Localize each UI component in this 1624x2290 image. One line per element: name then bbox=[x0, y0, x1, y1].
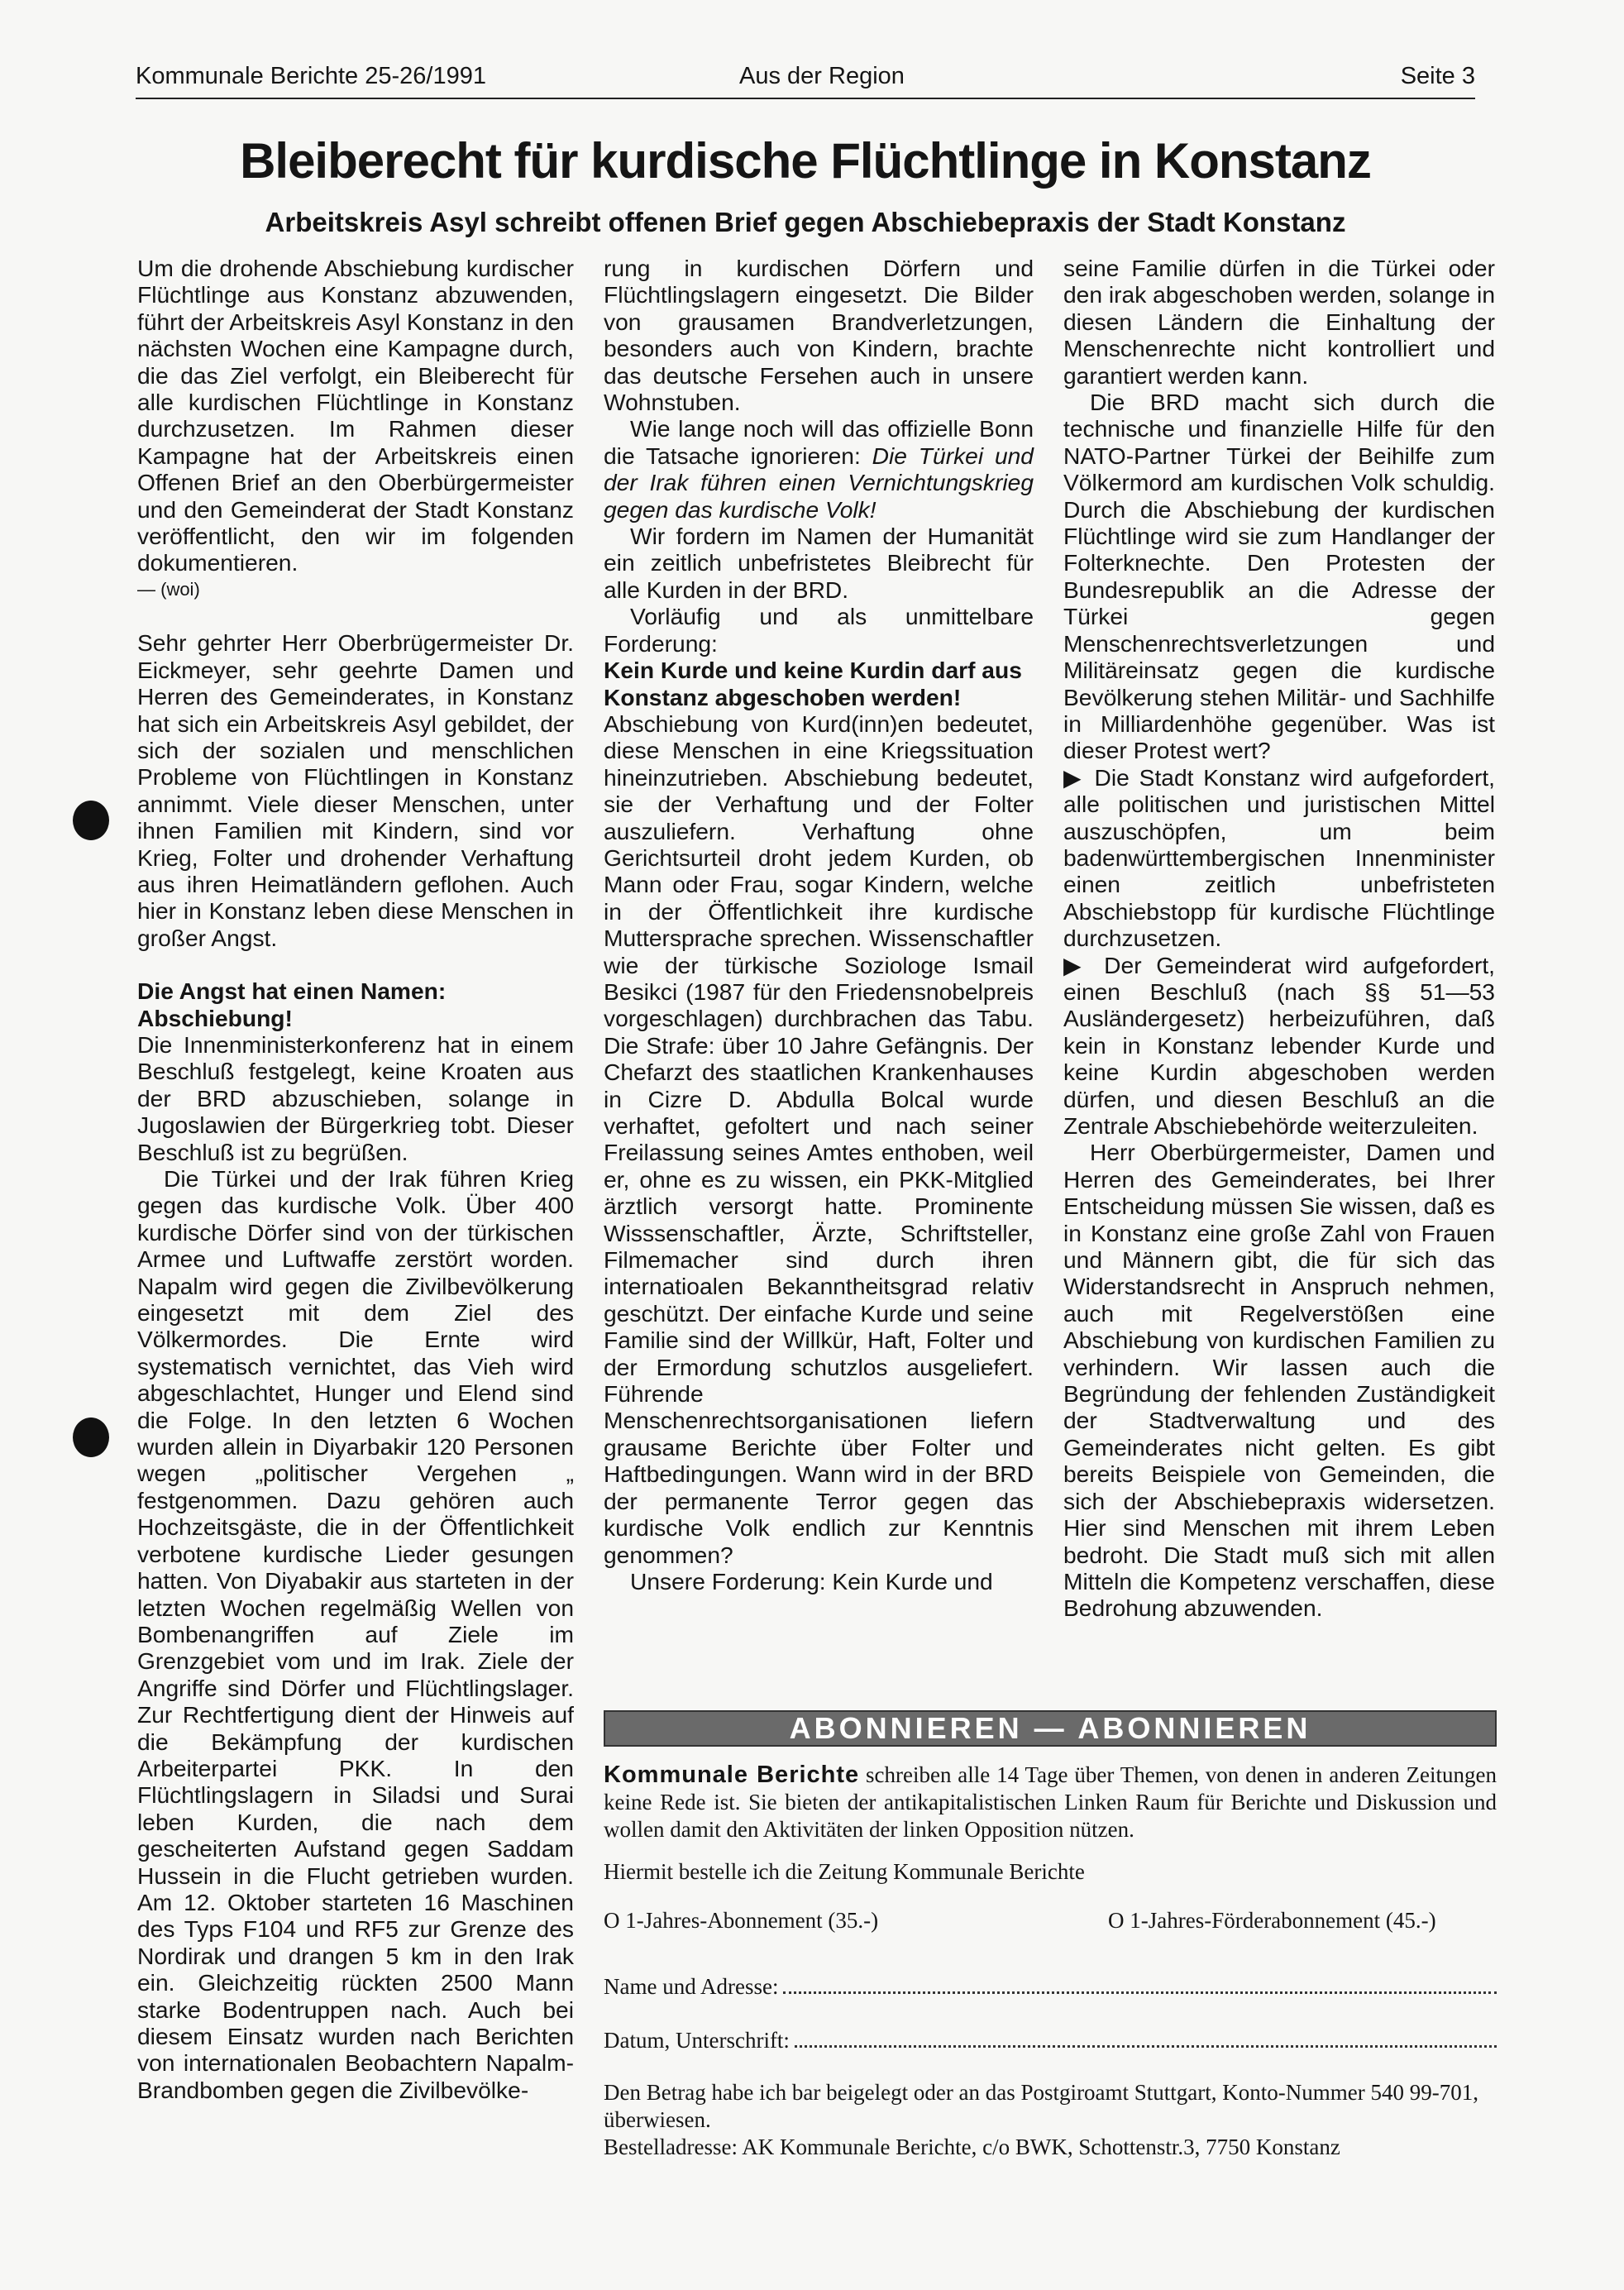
article-column-1 bbox=[137, 255, 574, 2103]
body-paragraph bbox=[604, 415, 1034, 523]
body-paragraph: Die BRD macht sich durch die technische und finanzielle Hilfe für den NATO-Partner Türkei der Beihilfe zum Völkermord am kurdischen Volk schuldig. Durch die Abschiebung der kurdischen Flüchtlinge wird sie zum Handlanger der Folterknechte. Den Protesten der Bundesrepublik an die Adresse der Türkei gegen Menschenrechtsverletzungen und Militäreinsatz gegen die kurdische Bevölkerung stehen Militär- und Sachhilfe in Milliardenhöhe gegenüber. Was ist dieser Protest wert? bbox=[1063, 389, 1495, 764]
letter-paragraph: Sehr gehrter Herr Oberbrügermeister Dr. Eickmeyer, sehr geehrte Damen und Herren des Gemeinderates, in Konstanz hat sich ein Arbeitskreis Asyl gebildet, der sich der sozialen und menschlichen Probleme von Flüchtlingen in Konstanz annimmt. Viele dieser Menschen, unter ihnen Familien mit Kindern, sind vor Krieg, Folter und drohender Verhaftung aus ihren Heimatländern geflohen. Auch hier in Konstanz leben diese Menschen in großer Angst. bbox=[137, 629, 574, 951]
body-paragraph: seine Familie dürfen in die Türkei oder den irak abgeschoben werden, solange in diesen Ländern die Einhaltung der Menschenrechte nicht kontrolliert und garantiert werden kann. bbox=[1063, 255, 1495, 389]
punch-hole bbox=[73, 801, 109, 840]
body-paragraph: Unsere Forderung: Kein Kurde und bbox=[630, 1567, 993, 1594]
body-paragraph: Abschiebung von Kurd(inn)en bedeutet, diese Menschen in eine Kriegssituation hineinzutrieben. Abschiebung bedeutet, sie der Verhaftung und der Folter auszuliefern. Verhaftung ohne Gerichtsurteil droht jedem Kurden, ob Mann oder Frau, sogar Kindern, welche in der Öffentlichkeit ihre kurdische Muttersprache sprechen. Wissenschaftler wie der türkische Soziologe Ismail Besikci (1987 für den Friedensnobelpreis vorgeschlagen) durchbrachen das Tabu. Die Strafe: über 10 Jahre Gefängnis. Der Chefarzt des staatlichen Krankenhauses in Cizre D. Abdulla Bolcal wurde verhaftet, gefoltert und nach seiner Freilassung seines Amtes enthoben, weil er, ohne es zu wissen, ein PKK-Mitglied ärztlich versorgt hatte. Prominente Wisssenschaftler, Ärzte, Schriftsteller, Filmemacher sind durch ihren internatioalen Bekanntheitsgrad relativ geschützt. Der einfache Kurde und seine Familie sind der Willkür, Haft, Folter und der Ermordung schutzlos ausgeliefert. Führende Menschenrechtsorganisationen liefern grausame Berichte über Folter und Haftbedingungen. Wann wird in der BRD der permanente Terror gegen das kurdische Volk endlich zur Kenntnis genommen? bbox=[604, 710, 1034, 1568]
publication-issue: Kommunale Berichte 25-26/1991 bbox=[136, 63, 486, 89]
article-column-2 bbox=[604, 255, 1034, 1594]
bullet-text: Der Gemeinderat wird aufgefordert, einen Beschluß (nach §§ 51—53 Ausländergesetz) herbeizuführen, daß kein in Konstanz lebender Kurde und keine Kurdin abgeschoben werden dürfen, und diesen Beschluß an die Zentrale Abschiebehörde weiterzuleiten. bbox=[1063, 951, 1495, 1139]
name-address-line[interactable] bbox=[783, 1973, 1497, 1994]
paragraph-text: Wie lange noch will das offizielle Bonn die Tatsache ignorieren: bbox=[604, 415, 1034, 469]
subscription-intro bbox=[604, 1762, 1497, 1843]
order-address: Bestelladresse: AK Kommunale Berichte, c/o BWK, Schottenstr.3, 7750 Konstanz bbox=[604, 2135, 1340, 2159]
author-signature: — (woi) bbox=[137, 578, 200, 600]
triangle-bullet-icon: ▶ bbox=[1063, 951, 1105, 978]
date-signature-line[interactable] bbox=[795, 2027, 1497, 2048]
brand-name: Kommunale Berichte bbox=[604, 1762, 860, 1788]
option-supporter-subscription[interactable]: O 1-Jahres-Förderabonnement (45.-) bbox=[1108, 1908, 1436, 1933]
demand-bullet bbox=[1063, 952, 1495, 1140]
body-paragraph: Die Innenministerkonferenz hat in einem Beschluß festgelegt, keine Kroaten aus der BRD abzuschieben, solange in Jugoslawien der Bürgerkrieg tobt. Dieser Beschluß ist zu begrüßen. bbox=[137, 1030, 574, 1165]
article-title: Bleiberecht für kurdische Flüchtlinge in Konstanz bbox=[240, 133, 1371, 189]
section-name: Aus der Region bbox=[739, 63, 905, 89]
body-paragraph: Die Türkei und der Irak führen Krieg gegen das kurdische Volk. Über 400 kurdische Dörfer sind von der türkischen Armee und Luftwaffe zerstört worden. Napalm wird gegen die Zivilbevölkerung eingesetzt mit dem Ziel des Völkermordes. Die Ernte wird systematisch vernichtet, das Vieh wird abgeschlachtet, Hunger und Elend sind die Folge. In den letzten 6 Wochen wurden allein in Diyarbakir 120 Personen wegen „politischer Vergehen „ festgenommen. Dazu gehören auch Hochzeitsgäste, die in der Öffentlichkeit verbotene kurdische Lieder gesungen hatten. Von Diyabakir aus starteten in der letzten Wochen regelmäßig Wellen von Bombenangriffen auf Ziele im Grenzgebiet vom und im Irak. Ziele der Angriffe sind Dörfer und Flüchtlingslager. Zur Rechtfertigung dient der Hinweis auf die Bekämpfung der kurdischen Arbeiterpartei PKK. In den Flüchtlingslagern in Siladsi und Surai leben Kurden, die nach dem gescheiterten Aufstand gegen Saddam Hussein in die Flucht getrieben wurden. Am 12. Oktober starteten 16 Maschinen des Typs F104 und RF5 zur Grenze des Nordirak und drangen 5 km in den Irak ein. Gleichzeitig rückten 2500 Mann starke Bodentruppen nach. Auch bei diesem Einsatz wurden nach Berichten von internationalen Beobachtern Napalm-Brandbomben gegen die Zivilbevölke- bbox=[137, 1165, 574, 2103]
punch-hole bbox=[73, 1418, 109, 1457]
page-header bbox=[136, 58, 1475, 99]
triangle-bullet-icon: ▶ bbox=[1063, 763, 1095, 791]
body-paragraph: rung in kurdischen Dörfern und Flüchtlingslagern eingesetzt. Die Bilder von grausamen Brandverletzungen, besonders auch von Kindern, brachte das deutsche Fersehen auch in unsere Wohnstuben. bbox=[604, 255, 1034, 416]
date-signature-field[interactable] bbox=[604, 2027, 1497, 2054]
option-standard-subscription[interactable]: O 1-Jahres-Abonnement (35.-) bbox=[604, 1908, 879, 1933]
article-column-3 bbox=[1063, 255, 1495, 1622]
name-address-field[interactable] bbox=[604, 1973, 1497, 2001]
demand-heading: Kein Kurde und keine Kurdin darf aus Konstanz abgeschoben werden! bbox=[604, 657, 1022, 710]
subscribe-banner: ABONNIEREN — ABONNIEREN bbox=[604, 1710, 1497, 1747]
body-paragraph: Wir fordern im Namen der Humanität ein zeitlich unbefristetes Bleibrecht für alle Kurden in der BRD. bbox=[604, 523, 1034, 603]
name-address-label: Name und Adresse: bbox=[604, 1974, 779, 1999]
section-heading: Die Angst hat einen Namen: Abschiebung! bbox=[137, 978, 447, 1031]
bullet-text: Die Stadt Konstanz wird aufgefordert, alle politischen und juristischen Mittel auszuschöpfen, um beim badenwürttembergischen Innenminister einen zeitlich unbefristeten Abschiebstopp für kurdische Flüchtlinge durchzusetzen. bbox=[1063, 763, 1495, 952]
subscription-form bbox=[604, 1710, 1497, 2161]
article-subtitle: Arbeitskreis Asyl schreibt offenen Brief gegen Abschiebepraxis der Stadt Konstanz bbox=[265, 207, 1346, 237]
body-paragraph: Herr Oberbürgermeister, Damen und Herren des Gemeinderates, bei Ihrer Entscheidung müssen Sie wissen, daß es in Konstanz eine große Zahl von Frauen und Männern gibt, die für sich das Widerstandsrecht in Anspruch nehmen, auch mit Regelverstößen eine Abschiebung von kurdischen Familien zu verhindern. Wir lassen auch die Begründung der fehlenden Zuständigkeit der Stadtverwaltung und des Gemeinderates nicht gelten. Es gibt bereits Beispiele von Gemeinden, die sich der Abschiebepraxis widersetzen. Hier sind Menschen mit ihrem Leben bedroht. Die Stadt muß sich mit allen Mitteln die Kompetenz verschaffen, diese Bedrohung abzuwenden. bbox=[1063, 1139, 1495, 1622]
payment-instructions: Den Betrag habe ich bar beigelegt oder an das Postgiroamt Stuttgart, Konto-Nummer 540 99-701, überwiesen. bbox=[604, 2080, 1478, 2132]
intro-text: schreiben alle 14 Tage über Themen, von denen in anderen Zeitungen keine Rede ist. Sie bieten der antikapitalistischen Linken Raum für Berichte und Diskussion und wollen damit den Aktivitäten der linken Opposition nützen. bbox=[604, 1762, 1497, 1842]
article-intro: Um die drohende Abschiebung kurdischer Flüchtlinge aus Konstanz abzuwenden, führt der Arbeitskreis Asyl Konstanz in den nächsten Wochen eine Kampagne durch, die das Ziel verfolgt, ein Bleiberecht für alle kurdischen Flüchtlinge in Konstanz durchzusetzen. Im Rahmen dieser Kampagne hat der Arbeitskreis einen Offenen Brief an den Oberbürgermeister und den Gemeinderat der Stadt Konstanz veröffentlicht, den wir im folgenden dokumentieren. bbox=[137, 255, 575, 576]
subscription-options bbox=[604, 1907, 1497, 1935]
order-statement: Hiermit bestelle ich die Zeitung Kommunale Berichte bbox=[604, 1859, 1085, 1884]
body-paragraph: Vorläufig und als unmittelbare Forderung: bbox=[604, 603, 1034, 657]
date-signature-label: Datum, Unterschrift: bbox=[604, 2028, 790, 2053]
page-number: Seite 3 bbox=[1400, 63, 1475, 89]
demand-bullet bbox=[1063, 764, 1495, 952]
emphasis-text: Die Türkei und der Irak führen einen Vernichtungskrieg gegen das kurdische Volk! bbox=[604, 442, 1034, 523]
